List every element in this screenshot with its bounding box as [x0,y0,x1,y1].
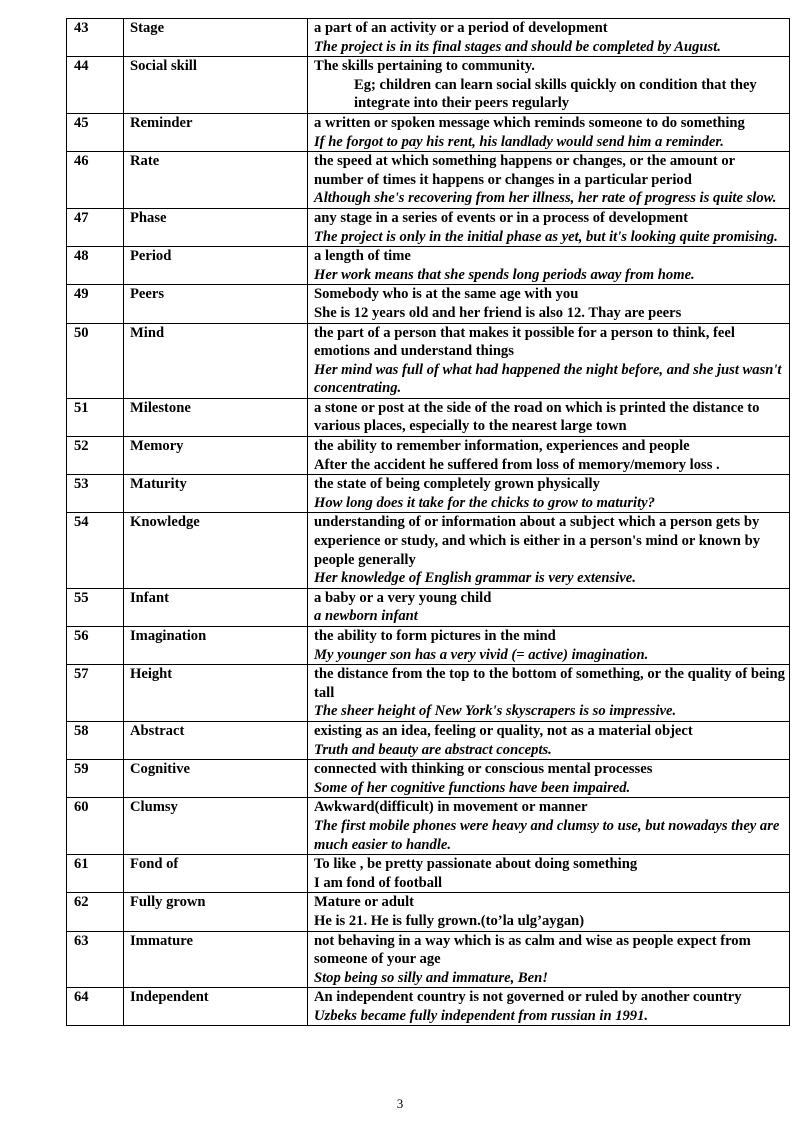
term-cell: Peers [124,285,308,323]
page-number: 3 [396,1096,404,1111]
term-cell: Fond of [124,855,308,893]
definition-cell [308,627,790,665]
definition-text: a baby or a very young child [314,589,492,606]
definition-text: the distance from the top to the bottom of something, or the quality of being tall [314,666,785,701]
definition-text: connected with thinking or conscious mental processes [314,761,653,778]
term-cell: Mind [124,323,308,398]
table-row [67,760,790,798]
table-row [67,627,790,665]
definition-text: Mature or adult [314,894,414,911]
example-sentence: Her knowledge of English grammar is very extensive. [314,570,636,587]
definition-text: An independent country is not governed or ruled by another country [314,989,742,1006]
row-number: 57 [67,665,124,722]
term-cell: Height [124,665,308,722]
example-sentence: Truth and beauty are abstract concepts. [314,741,552,758]
definition-cell [308,247,790,285]
table-row [67,475,790,513]
term-cell: Clumsy [124,798,308,855]
definition-text: the speed at which something happens or changes, or the amount or number of times it happens or changes in a particular period [314,153,735,188]
definition-text: the state of being completely grown physically [314,476,600,493]
definition-cell [308,798,790,855]
definition-cell [308,588,790,626]
table-row [67,57,790,114]
row-number: 54 [67,513,124,588]
row-number: 63 [67,931,124,988]
table-row [67,513,790,588]
table-row [67,588,790,626]
vocabulary-sheet [66,18,790,1026]
definition-cell [308,513,790,588]
table-row [67,665,790,722]
term-cell: Stage [124,19,308,57]
row-number: 61 [67,855,124,893]
term-cell: Rate [124,152,308,209]
definition-text: To like , be pretty passionate about doing something [314,856,638,873]
row-number: 62 [67,893,124,931]
example-sentence: Although she's recovering from her illness, her rate of progress is quite slow. [314,190,777,207]
definition-text: a part of an activity or a period of development [314,20,608,36]
definition-text: The skills pertaining to community. [314,58,535,75]
definition-cell [308,208,790,246]
definition-text: a length of time [314,248,411,265]
example-sentence: Her work means that she spends long periods away from home. [314,266,695,283]
example-sentence: The project is in its final stages and should be completed by August. [314,38,721,55]
definition-text: the part of a person that makes it possible for a person to think, feel emotions and understand things [314,324,735,360]
row-number: 48 [67,247,124,285]
table-row [67,285,790,323]
example-sentence: He is 21. He is fully grown.(to’la ulg’aygan) [314,912,585,929]
row-number: 56 [67,627,124,665]
definition-cell [308,323,790,398]
example-sentence: The project is only in the initial phase as yet, but it's looking quite promising. [314,228,778,245]
definition-text: not behaving in a way which is as calm and wise as people expect from someone of your age [314,932,751,968]
term-cell: Fully grown [124,893,308,931]
term-cell: Milestone [124,398,308,436]
definition-text: the ability to form pictures in the mind [314,628,556,644]
example-sentence: The first mobile phones were heavy and clumsy to use, but nowadays they are much easier to handle. [314,817,780,853]
row-number: 51 [67,398,124,436]
example-sentence: After the accident he suffered from loss of memory/memory loss . [314,456,720,473]
definition-cell [308,475,790,513]
example-sentence: The sheer height of New York's skyscrapers is so impressive. [314,703,677,720]
definition-cell [308,893,790,931]
table-row [67,798,790,855]
row-number: 64 [67,988,124,1026]
term-cell: Reminder [124,113,308,151]
table-row [67,247,790,285]
definition-cell [308,931,790,988]
example-sentence: How long does it take for the chicks to grow to maturity? [314,494,655,511]
row-number: 44 [67,57,124,114]
definition-cell [308,57,790,114]
term-cell: Phase [124,208,308,246]
table-row [67,437,790,475]
row-number: 52 [67,437,124,475]
table-row [67,113,790,151]
term-cell: Independent [124,988,308,1026]
vocabulary-table [66,18,790,1026]
definition-cell [308,398,790,436]
example-sentence: Stop being so silly and immature, Ben! [314,969,548,986]
vocabulary-table-body [67,19,790,1026]
example-sentence: Eg; children can learn social skills quickly on condition that they integrate into their peers regularly [354,76,757,112]
row-number: 45 [67,113,124,151]
term-cell: Immature [124,931,308,988]
table-row [67,323,790,398]
term-cell: Period [124,247,308,285]
definition-cell [308,285,790,323]
definition-cell [308,19,790,57]
example-sentence: She is 12 years old and her friend is also 12. Thay are peers [314,304,682,321]
term-cell: Maturity [124,475,308,513]
definition-text: any stage in a series of events or in a process of development [314,209,689,226]
definition-text: understanding of or information about a subject which a person gets by experience or study, and which is either in a person's mind or known by people generally [314,514,760,568]
term-cell: Social skill [124,57,308,114]
definition-text: the ability to remember information, experiences and people [314,438,690,455]
table-row [67,893,790,931]
table-row [67,19,790,57]
table-row [67,721,790,759]
definition-text: a written or spoken message which reminds someone to do something [314,114,745,131]
row-number: 59 [67,760,124,798]
example-sentence: Uzbeks became fully independent from russian in 1991. [314,1007,649,1024]
table-row [67,931,790,988]
table-row [67,855,790,893]
table-row [67,398,790,436]
row-number: 50 [67,323,124,398]
term-cell: Memory [124,437,308,475]
row-number: 47 [67,208,124,246]
table-row [67,208,790,246]
definition-cell [308,665,790,722]
row-number: 46 [67,152,124,209]
row-number: 43 [67,19,124,57]
definition-cell [308,721,790,759]
term-cell: Cognitive [124,760,308,798]
example-sentence: a newborn infant [314,608,418,625]
example-sentence: I am fond of football [314,874,443,891]
example-sentence: Her mind was full of what had happened the night before, and she just wasn't concentrating. [314,361,782,397]
example-sentence: If he forgot to pay his rent, his landlady would send him a reminder. [314,133,724,150]
term-cell: Infant [124,588,308,626]
example-sentence: My younger son has a very vivid (= active) imagination. [314,646,649,663]
definition-cell [308,988,790,1026]
definition-cell [308,760,790,798]
definition-cell [308,113,790,151]
definition-cell [308,152,790,209]
definition-text: a stone or post at the side of the road on which is printed the distance to various places, especially to the nearest large town [314,399,760,435]
row-number: 53 [67,475,124,513]
term-cell: Knowledge [124,513,308,588]
row-number: 49 [67,285,124,323]
definition-text: Awkward(difficult) in movement or manner [314,799,588,816]
row-number: 60 [67,798,124,855]
row-number: 55 [67,588,124,626]
table-row [67,152,790,209]
table-row [67,988,790,1026]
row-number: 58 [67,721,124,759]
definition-cell [308,437,790,475]
definition-text: existing as an idea, feeling or quality, not as a material object [314,722,693,739]
example-sentence: Some of her cognitive functions have been impaired. [314,779,631,796]
term-cell: Abstract [124,721,308,759]
definition-text: Somebody who is at the same age with you [314,286,579,303]
definition-cell [308,855,790,893]
term-cell: Imagination [124,627,308,665]
